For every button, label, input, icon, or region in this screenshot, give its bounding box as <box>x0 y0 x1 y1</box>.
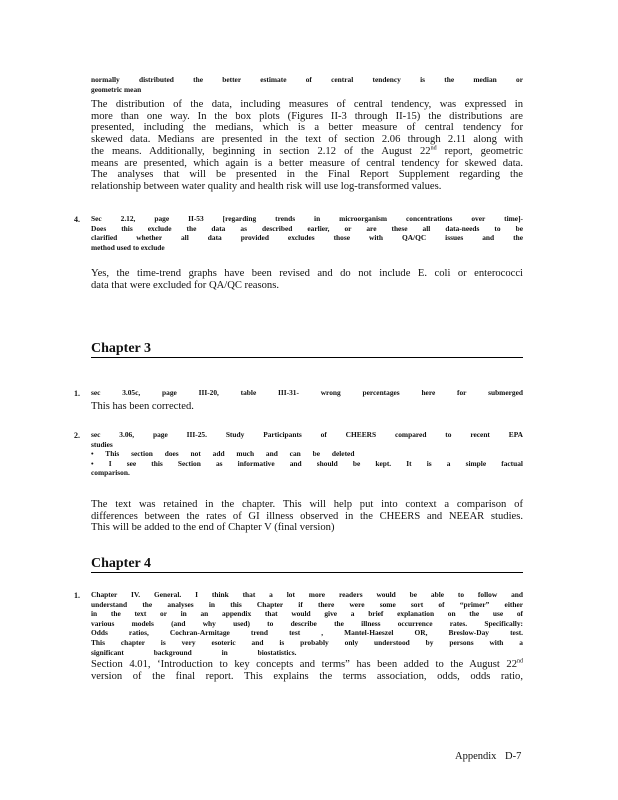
ch3-item2-comment <box>91 430 523 478</box>
response-line: skewed data. Medians are presented in the text of section 2.06 through 2.11 along with <box>91 134 523 146</box>
response-line: presented, including the medians, which is a better measure of central tendency for <box>91 122 523 134</box>
item-number: 1. <box>74 591 80 600</box>
comment-line: normally distributed the better estimate of central tendency is the median or <box>91 75 523 84</box>
comment-line: various models (and why used) to describe the illness occurrence rates. Specifically: <box>91 618 523 628</box>
comment-line: Does this exclude the data as described earlier, or are these all data-needs to be <box>91 223 523 233</box>
response-line: The analyses that will be presented in the Final Report Supplement regarding the <box>91 169 523 181</box>
superscript: nd <box>517 658 523 665</box>
response-line: The distribution of the data, including measures of central tendency, was expressed in <box>91 99 523 110</box>
comment-line: clarified whether all data provided excludes those with QA/QC issues and the <box>91 233 523 243</box>
comment-line: studies <box>91 439 113 449</box>
response-line: The text was retained in the chapter. This will help put into context a comparison of <box>91 499 523 510</box>
response-line: the means. Additionally, beginning in section 2.12 of the August 22nd report, geometric <box>91 145 523 157</box>
superscript: nd <box>430 145 437 152</box>
ch3-item1-comment <box>91 388 523 398</box>
comment-line: Chapter IV. General. I think that a lot more readers would be able to follow and <box>91 590 523 599</box>
ch3-item2-response <box>91 499 523 534</box>
response-line: relationship between water quality and health risk will use log-transformed values. <box>91 180 442 192</box>
response-line: more than one way. In the box plots (Figures II-3 through II-15) the distributions are <box>91 110 523 122</box>
comment-line: understand the analyses in this Chapter if there were some sort of “primer” either <box>91 599 523 609</box>
response-line: This will be added to the end of Chapter V (final version) <box>91 522 335 534</box>
ch4-item1-response <box>91 659 523 682</box>
comment-line: in the text or in an appendix that would give a brief explanation on the use of <box>91 609 523 619</box>
page-footer: Appendix D-7 <box>455 751 522 762</box>
comment-line: This chapter is very esoteric and is probably only understood by persons with a <box>91 637 523 647</box>
bullet-line: • I see this Section as informative and should be kept. It is a simple factual <box>91 458 523 468</box>
item-number: 2. <box>74 431 80 440</box>
item4-comment <box>91 214 523 252</box>
response-line: means are presented, which again is a better measure of central tendency for skewed data. <box>91 157 523 169</box>
response-line: This has been corrected. <box>91 401 194 412</box>
comment-line: Sec 2.12, page II-53 [regarding trends in microorganism concentrations over time]- <box>91 214 523 223</box>
item-number: 1. <box>74 389 80 398</box>
ch3-item1-response <box>91 401 523 413</box>
comment-line: method used to exclude <box>91 242 165 252</box>
item4-response <box>91 268 523 291</box>
item-number: 4. <box>74 215 80 224</box>
chapter-4-heading: Chapter 4 <box>91 556 523 573</box>
comment-line: sec 3.06, page III-25. Study Participants of CHEERS compared to recent EPA <box>91 430 523 439</box>
intro-comment <box>91 75 523 94</box>
response-line: data that were excluded for QA/QC reasons. <box>91 279 279 291</box>
comment-line: significant background in biostatistics. <box>91 647 297 657</box>
comment-line: comparison. <box>91 468 130 478</box>
chapter-3-heading: Chapter 3 <box>91 341 523 358</box>
response-line: version of the final report. This explains the terms association, odds, odds ratio, <box>91 670 523 682</box>
comment-line: sec 3.05c, page III-20, table III-31- wrong percentages here for submerged <box>91 388 523 397</box>
comment-line: Odds ratios, Cochran-Armitage trend test , Mantel-Haeszel OR, Breslow-Day test. <box>91 628 523 638</box>
response-line: Yes, the time-trend graphs have been revised and do not include E. coli or enterococci <box>91 268 523 279</box>
ch4-item1-comment <box>91 590 523 657</box>
response-line: Section 4.01, ‘Introduction to key concepts and terms” has been added to the August 22nd <box>91 658 523 670</box>
comment-line: geometric mean <box>91 84 142 94</box>
bullet-line: • This section does not add much and can be deleted <box>91 449 355 459</box>
response-line: differences between the rates of GI illness observed in the CHEERS and NEEAR studies. <box>91 510 523 522</box>
intro-response <box>91 99 523 193</box>
